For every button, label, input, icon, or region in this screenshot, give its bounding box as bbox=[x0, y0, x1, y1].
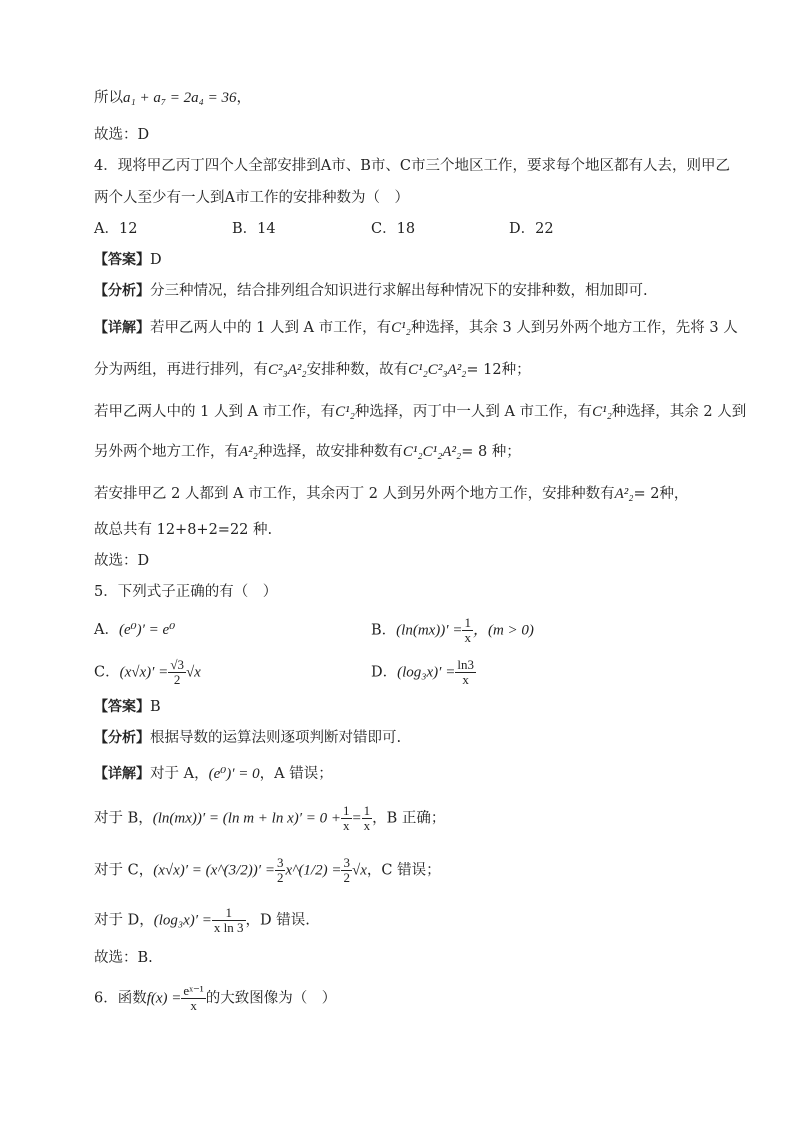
detail-5-c bbox=[94, 856, 441, 885]
analysis-5 bbox=[94, 728, 401, 748]
fraction bbox=[455, 658, 476, 687]
text: ，D 错误. bbox=[245, 912, 310, 929]
text: 安排种数，故有 bbox=[306, 362, 409, 378]
text: = 8 种； bbox=[461, 444, 521, 460]
numerator: ln3 bbox=[457, 657, 474, 672]
numerator: 1 bbox=[464, 615, 471, 630]
math-expression: C²₃A²₂ bbox=[268, 362, 307, 378]
math-expression: C¹₂ bbox=[335, 404, 355, 420]
detail-4-line-4 bbox=[94, 442, 521, 462]
detail-5-d bbox=[94, 906, 310, 935]
question-5: 5．下列式子正确的有（ ） bbox=[94, 584, 278, 600]
math-expression: C¹₂C¹₂A²₂ bbox=[402, 444, 462, 460]
text: ，B 正确； bbox=[372, 810, 446, 827]
detail-tag: 【详解】 bbox=[94, 766, 150, 782]
question-4-line-1: 4．现将甲乙丙丁四个人全部安排到A市、B市、C市三个地区工作，要求每个地区都有人去，则甲乙 bbox=[94, 158, 730, 174]
option-label: D． bbox=[371, 664, 398, 681]
answer-4 bbox=[94, 250, 162, 270]
option-label: C． bbox=[94, 664, 120, 681]
answer-select-5: 故选：B. bbox=[94, 950, 153, 966]
numerator: 3 bbox=[276, 855, 284, 870]
math-expression: (e⁰)′ = e⁰ bbox=[118, 622, 176, 638]
text: ， bbox=[236, 90, 252, 106]
q4-option-b: B．14 bbox=[232, 221, 276, 237]
option-label: B． bbox=[371, 622, 397, 639]
answer-value: B bbox=[150, 699, 161, 715]
question-4-line-2: 两个人至少有一人到A市工作的安排种数为（ ） bbox=[94, 190, 409, 206]
text: 对于 A， bbox=[150, 766, 209, 782]
q5-option-c bbox=[94, 658, 201, 687]
math-expression: √x bbox=[351, 862, 367, 879]
answer-tag: 【答案】 bbox=[94, 699, 150, 715]
numerator: eˣ⁻¹ bbox=[183, 983, 204, 998]
answer-value: D bbox=[150, 252, 162, 268]
numerator: 1 bbox=[343, 803, 350, 818]
math-expression: (log₃x)′ = bbox=[397, 664, 456, 681]
text: 分为两组，再进行排列，有 bbox=[94, 362, 268, 378]
math-expression: ，(m > 0) bbox=[472, 622, 534, 639]
math-expression: A²₂ bbox=[239, 444, 258, 460]
fraction bbox=[341, 856, 352, 885]
denominator: 2 bbox=[343, 870, 350, 885]
text: 所以 bbox=[94, 90, 123, 106]
q4-option-a: A．12 bbox=[94, 221, 138, 237]
math-expression: (x√x)′ = bbox=[119, 664, 169, 681]
text: = 2种， bbox=[633, 486, 689, 502]
denominator: x bbox=[343, 818, 350, 833]
q4-option-c: C．18 bbox=[371, 221, 416, 237]
text: 种选择，故安排种数有 bbox=[257, 444, 403, 460]
detail-4-line-6: 故总共有 12+8+2=22 种. bbox=[94, 522, 273, 538]
analysis-text: 根据导数的运算法则逐项判断对错即可. bbox=[150, 730, 402, 746]
math-expression: = bbox=[351, 810, 362, 827]
denominator: 2 bbox=[173, 672, 181, 687]
analysis-tag: 【分析】 bbox=[94, 283, 150, 299]
math-expression: C¹₂ bbox=[592, 404, 612, 420]
text: 若甲乙两人中的 1 人到 A 市工作，有 bbox=[94, 404, 336, 420]
math-expression: (ln(mx))′ = (ln m + ln x)′ = 0 + bbox=[152, 810, 342, 827]
text: 的大致图像为（ ） bbox=[205, 990, 337, 1007]
option-label: A． bbox=[94, 622, 119, 638]
text: = 12种； bbox=[466, 362, 531, 378]
denominator: x bbox=[363, 818, 371, 833]
text: 种选择，其余 3 人到另外两个地方工作，先将 3 人 bbox=[410, 320, 738, 336]
denominator: x ln 3 bbox=[213, 920, 244, 935]
fraction bbox=[462, 616, 473, 645]
math-expression: (x√x)′ = (x^(3/2))′ = bbox=[153, 862, 275, 879]
numerator: 3 bbox=[343, 855, 350, 870]
text: 若甲乙两人中的 1 人到 A 市工作，有 bbox=[150, 320, 392, 336]
fraction bbox=[362, 804, 373, 833]
math-expression: (log₃x)′ = bbox=[153, 912, 212, 929]
text: 另外两个地方工作，有 bbox=[94, 444, 239, 460]
math-expression: (ln(mx))′ = bbox=[396, 622, 463, 639]
math-expression: (e⁰)′ = 0 bbox=[208, 766, 260, 782]
text: 对于 D， bbox=[94, 912, 154, 929]
q5-option-b bbox=[371, 616, 534, 645]
fraction bbox=[275, 856, 286, 885]
q5-option-d bbox=[371, 658, 476, 687]
text: 若安排甲乙 2 人都到 A 市工作，其余丙丁 2 人到另外两个地方工作，安排种数有 bbox=[94, 486, 615, 502]
text: 种选择，其余 2 人到 bbox=[611, 404, 747, 420]
detail-5-b bbox=[94, 804, 445, 833]
text: 种选择，丙丁中一人到 A 市工作，有 bbox=[354, 404, 593, 420]
detail-4-line-2 bbox=[94, 360, 531, 380]
math-expression: C¹₂ bbox=[391, 320, 411, 336]
denominator: x bbox=[462, 672, 469, 687]
math-expression: √x bbox=[185, 664, 201, 681]
answer-select-4: 故选：D bbox=[94, 553, 150, 569]
numerator: 1 bbox=[212, 906, 246, 921]
denominator: x bbox=[190, 998, 197, 1013]
analysis-tag: 【分析】 bbox=[94, 730, 150, 746]
fraction bbox=[181, 984, 205, 1013]
detail-tag: 【详解】 bbox=[94, 320, 150, 336]
answer-tag: 【答案】 bbox=[94, 252, 150, 268]
q5-option-a bbox=[94, 620, 175, 640]
text: 对于 C， bbox=[94, 862, 154, 879]
analysis-4 bbox=[94, 281, 648, 301]
fraction bbox=[168, 658, 186, 687]
analysis-text: 分三种情况，结合排列组合知识进行求解出每种情况下的安排种数，相加即可. bbox=[150, 283, 648, 299]
text: ，C 错误； bbox=[366, 862, 441, 879]
math-expression: A²₂ bbox=[614, 486, 634, 502]
math-expression: C¹₂C²₃A²₂ bbox=[408, 362, 467, 378]
denominator: x bbox=[464, 630, 471, 645]
detail-4-line-5 bbox=[94, 484, 688, 504]
answer-select-3: 故选：D bbox=[94, 127, 150, 143]
math-expression: a₁ + a₇ = 2a₄ = 36 bbox=[123, 90, 237, 106]
fraction bbox=[212, 906, 246, 935]
q4-option-d: D．22 bbox=[509, 221, 554, 237]
denominator: 2 bbox=[276, 870, 284, 885]
question-6 bbox=[94, 984, 336, 1013]
line-sum bbox=[94, 88, 251, 108]
text: 6．函数 bbox=[94, 990, 147, 1007]
text: ，A 错误； bbox=[259, 766, 333, 782]
detail-4-line-1 bbox=[94, 318, 738, 338]
math-expression: f(x) = bbox=[146, 990, 182, 1007]
fraction bbox=[341, 804, 352, 833]
answer-5 bbox=[94, 697, 161, 717]
detail-4-line-3 bbox=[94, 402, 746, 422]
numerator: 1 bbox=[363, 803, 371, 818]
detail-5-a bbox=[94, 764, 333, 784]
numerator: √3 bbox=[170, 657, 184, 672]
math-expression: x^(1/2) = bbox=[285, 862, 342, 879]
text: 对于 B， bbox=[94, 810, 153, 827]
